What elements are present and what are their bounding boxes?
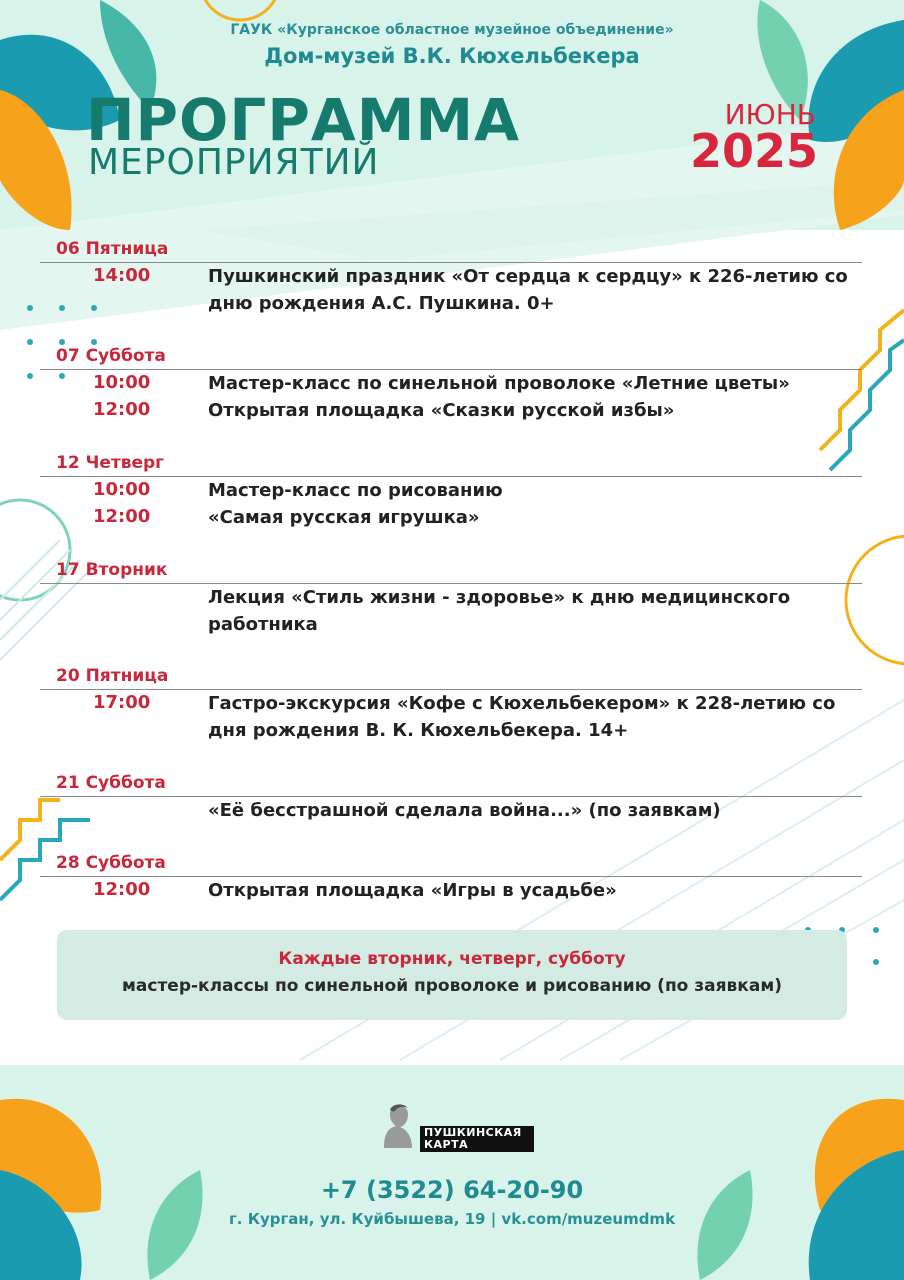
recurring-note-text: мастер-классы по синельной проволоке и рисованию (по заявкам) bbox=[122, 976, 782, 996]
recurring-note-days: Каждые вторник, четверг, субботу bbox=[278, 949, 626, 969]
day-heading: 17 Вторник bbox=[56, 560, 168, 580]
event-title: «Самая русская игрушка» bbox=[208, 507, 480, 528]
event-time: 12:00 bbox=[93, 506, 151, 527]
event-time: 10:00 bbox=[93, 372, 151, 393]
event-title: Мастер-класс по рисованию bbox=[208, 480, 503, 501]
phone-number[interactable]: +7 (3522) 64-20-90 bbox=[320, 1176, 584, 1204]
recurring-note bbox=[57, 930, 847, 1020]
day-heading: 07 Суббота bbox=[56, 346, 166, 366]
event-title: «Её бесстрашной сделала война...» (по заявкам) bbox=[208, 800, 721, 821]
event-title: Лекция «Стиль жизни - здоровье» к дню медицинского работника bbox=[208, 587, 791, 635]
day-heading: 06 Пятница bbox=[56, 239, 169, 259]
event-time: 12:00 bbox=[93, 879, 151, 900]
pushkin-card-label: ПУШКИНСКАЯ КАРТА bbox=[420, 1126, 534, 1152]
page-title: ПРОГРАММА bbox=[86, 86, 521, 154]
organization-name: ГАУК «Курганское областное музейное объединение» bbox=[230, 22, 674, 38]
event-time: 12:00 bbox=[93, 399, 151, 420]
pushkin-portrait-icon bbox=[372, 1100, 420, 1148]
event-title: Открытая площадка «Игры в усадьбе» bbox=[208, 880, 617, 901]
event-time: 17:00 bbox=[93, 692, 151, 713]
museum-name: Дом-музей В.К. Кюхельбекера bbox=[264, 44, 640, 68]
month-label: ИЮНЬ bbox=[724, 98, 816, 131]
event-title: Гастро-экскурсия «Кофе с Кюхельбекером» к 228-летию со дня рождения В. К. Кюхельбекера. 14+ bbox=[208, 693, 836, 741]
ring-icon bbox=[200, 0, 280, 20]
address-line[interactable]: г. Курган, ул. Куйбышева, 19 | vk.com/muzeumdmk bbox=[228, 1210, 676, 1228]
day-heading: 20 Пятница bbox=[56, 666, 169, 686]
event-title: Мастер-класс по синельной проволоке «Летние цветы» bbox=[208, 373, 790, 394]
ring-icon bbox=[846, 536, 904, 664]
event-time: 14:00 bbox=[93, 265, 151, 286]
day-heading: 21 Суббота bbox=[56, 773, 166, 793]
event-title: Пушкинский праздник «От сердца к сердцу» к 226-летию со дню рождения А.С. Пушкина. 0+ bbox=[208, 266, 848, 314]
page-subtitle: МЕРОПРИЯТИЙ bbox=[88, 142, 380, 183]
year-label: 2025 bbox=[689, 124, 818, 178]
pushkin-card-logo bbox=[372, 1100, 534, 1151]
day-heading: 12 Четверг bbox=[56, 453, 165, 473]
event-time: 10:00 bbox=[93, 479, 151, 500]
event-title: Открытая площадка «Сказки русской избы» bbox=[208, 400, 675, 421]
zigzag-icon bbox=[0, 800, 60, 860]
day-heading: 28 Суббота bbox=[56, 853, 166, 873]
